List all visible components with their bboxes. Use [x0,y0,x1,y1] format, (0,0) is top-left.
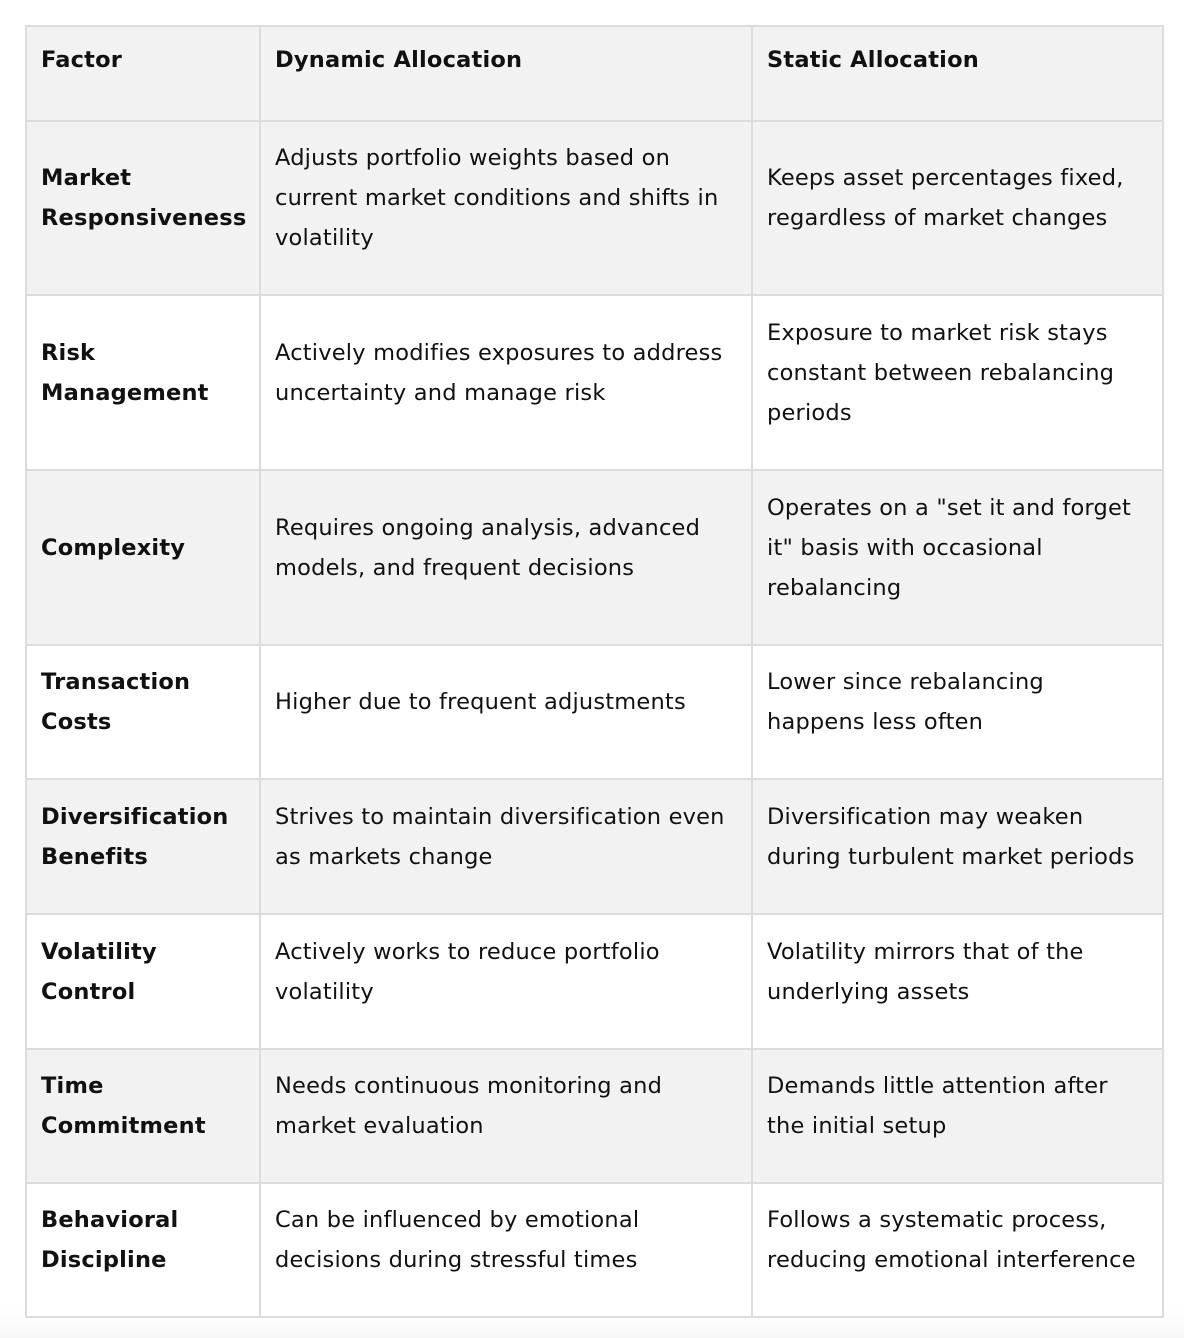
dynamic-text: Adjusts portfolio weights based on current market conditions and shifts in volatility [275,145,719,251]
factor-label: Time Commitment [41,1073,206,1139]
dynamic-cell [260,914,752,1049]
static-text: Keeps asset percentages fixed, regardless of market changes [767,165,1124,231]
dynamic-cell [260,470,752,645]
table-header-row [26,26,1163,121]
factor-cell [26,779,260,914]
factor-cell [26,295,260,470]
dynamic-cell [260,1183,752,1317]
static-text: Exposure to market risk stays constant between rebalancing periods [767,319,1115,426]
static-cell [752,470,1163,645]
comparison-table [25,25,1164,1318]
static-cell [752,779,1163,914]
static-cell [752,1049,1163,1183]
static-cell [752,914,1163,1049]
factor-cell [26,1049,260,1183]
static-text: Volatility mirrors that of the underlying assets [767,938,1084,1005]
table-row [26,914,1163,1049]
table-row [26,470,1163,645]
factor-cell [26,914,260,1049]
static-cell [752,645,1163,779]
static-text: Operates on a "set it and forget it" basis with occasional rebalancing [767,494,1132,601]
dynamic-cell [260,779,752,914]
factor-cell [26,470,260,645]
dynamic-text: Requires ongoing analysis, advanced models, and frequent decisions [275,514,701,581]
table-row [26,121,1163,295]
dynamic-text: Actively modifies exposures to address uncertainty and manage risk [275,339,723,406]
dynamic-text: Can be influenced by emotional decisions during stressful times [275,1207,640,1273]
table-row [26,1183,1163,1317]
factor-cell [26,121,260,295]
dynamic-cell [260,295,752,470]
factor-label: Behavioral Discipline [41,1207,179,1273]
static-cell [752,121,1163,295]
dynamic-cell [260,645,752,779]
factor-label: Complexity [41,534,186,561]
dynamic-text: Needs continuous monitoring and market evaluation [275,1073,663,1139]
dynamic-text: Actively works to reduce portfolio volatility [275,938,660,1005]
factor-label: Transaction Costs [41,669,191,735]
static-text: Diversification may weaken during turbulent market periods [767,803,1135,870]
header-factor: Factor [26,26,260,121]
factor-cell [26,1183,260,1317]
static-text: Lower since rebalancing happens less often [767,669,1044,735]
dynamic-cell [260,121,752,295]
static-cell [752,1183,1163,1317]
static-text: Demands little attention after the initial setup [767,1073,1108,1139]
table-row [26,779,1163,914]
table-row [26,645,1163,779]
static-cell [752,295,1163,470]
factor-label: Market Responsiveness [41,165,247,231]
dynamic-text: Higher due to frequent adjustments [275,689,686,715]
header-dynamic-allocation: Dynamic Allocation [260,26,752,121]
dynamic-cell [260,1049,752,1183]
header-static-allocation: Static Allocation [752,26,1163,121]
table-row [26,1049,1163,1183]
dynamic-text: Strives to maintain diversification even as markets change [275,803,725,870]
static-text: Follows a systematic process, reducing emotional interference [767,1207,1136,1273]
factor-cell [26,645,260,779]
factor-label: Diversification Benefits [41,803,229,870]
factor-label: Risk Management [41,339,209,406]
table-row [26,295,1163,470]
factor-label: Volatility Control [41,938,157,1005]
